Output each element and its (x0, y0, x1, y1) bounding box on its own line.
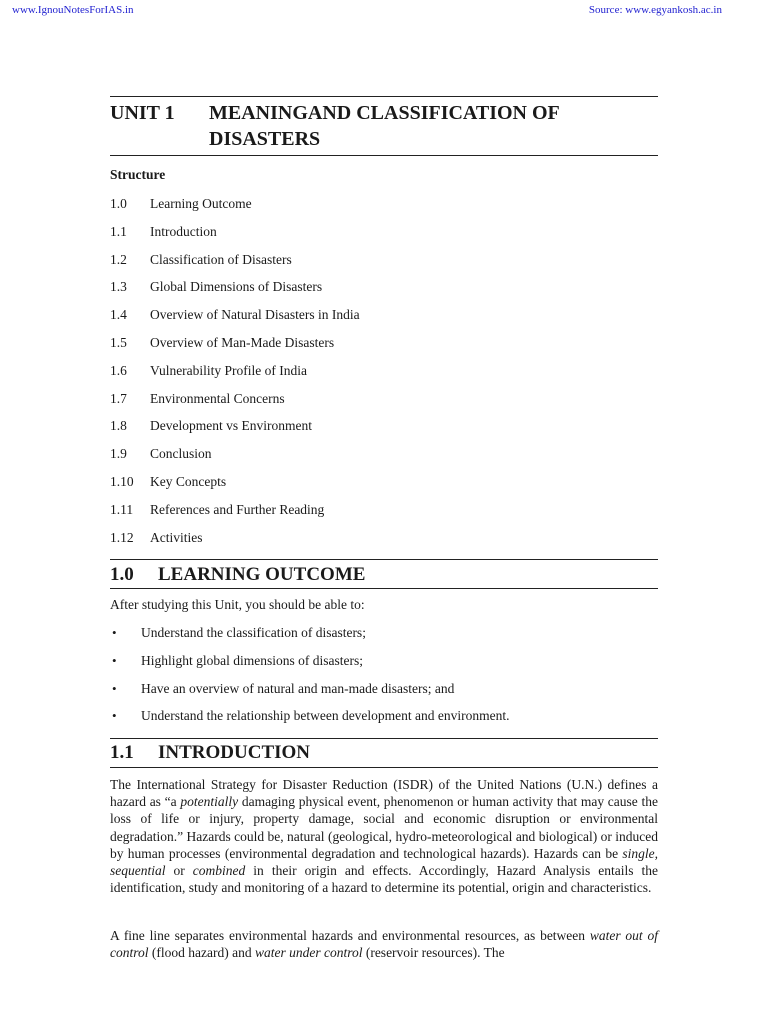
bullet-dot: • (112, 625, 117, 640)
toc-item: 1.10 Key Concepts (110, 473, 227, 489)
structure-list (110, 194, 360, 555)
section-rule-learning-outcome (110, 559, 658, 560)
toc-item: 1.6 Vulnerability Profile of India (110, 362, 308, 378)
bullet-dot: • (112, 680, 117, 696)
site-link-ignounotes[interactable]: www.IgnouNotesForIAS.in (12, 4, 134, 16)
toc-item: 1.4 Overview of Natural Disasters in India (110, 307, 360, 323)
heading-introduction: 1.1 INTRODUCTION (110, 742, 311, 763)
section-rule-introduction-bottom (110, 767, 658, 768)
toc-item: 1.1 Introduction (110, 223, 217, 239)
source-link-egyankosh[interactable]: Source: www.egyankosh.ac.in (588, 4, 722, 16)
unit-title-line1: MEANINGAND CLASSIFICATION OF (209, 102, 560, 124)
unit-title (110, 100, 658, 152)
toc-item: 1.8 Development vs Environment (110, 418, 312, 434)
learning-outcome-intro: After studying this Unit, you should be able to: (110, 597, 365, 612)
title-bottom-rule (110, 155, 658, 156)
learning-outcome-list (110, 623, 510, 734)
toc-item: 1.2 Classification of Disasters (110, 251, 292, 267)
bullet-dot: • (112, 652, 117, 668)
toc-item: 1.11 References and Further Reading (110, 501, 325, 517)
introduction-paragraph-2: A fine line separates environmental hazards and environmental resources, as between water out of control (flood hazard) and water under control (reservoir resources). The (110, 928, 658, 961)
structure-label: Structure (110, 167, 166, 182)
bullet-item: • Understand the relationship between development and environment. (110, 706, 510, 734)
toc-item: 1.0 Learning Outcome (110, 196, 252, 211)
section-rule-introduction (110, 738, 658, 739)
toc-item: 1.5 Overview of Man-Made Disasters (110, 334, 335, 350)
heading-learning-outcome: 1.0 LEARNING OUTCOME (110, 564, 366, 585)
bullet-item: • Understand the classification of disasters; (110, 623, 510, 651)
toc-item: 1.9 Conclusion (110, 446, 212, 462)
bullet-item: • Have an overview of natural and man-made disasters; and (110, 679, 510, 707)
introduction-paragraph-1: The International Strategy for Disaster Reduction (ISDR) of the United Nations (U.N.) defines a hazard as “a potentially damaging physical event, phenomenon or human activity that may cause the loss of life or injury, property damage, social and economic disruption or environmental degradation.” Hazards could be, natural (geological, hydro-meteorological and biological) or induced by human processes (environmental degradation and technological hazards). Hazards can be single, sequential or combined in their origin and effects. Accordingly, Hazard Analysis entails the identification, study and monitoring of a hazard to determine its potential, origin and characteristics. (110, 777, 658, 896)
title-top-rule (110, 96, 658, 97)
unit-number: UNIT 1 (110, 102, 175, 124)
toc-item: 1.12 Activities (110, 529, 203, 545)
unit-title-line2: DISASTERS (209, 128, 321, 150)
toc-item: 1.3 Global Dimensions of Disasters (110, 279, 323, 295)
toc-item: 1.7 Environmental Concerns (110, 390, 285, 406)
bullet-item: • Highlight global dimensions of disasters; (110, 651, 510, 679)
section-rule-learning-outcome-bottom (110, 588, 658, 589)
bullet-dot: • (112, 708, 117, 724)
